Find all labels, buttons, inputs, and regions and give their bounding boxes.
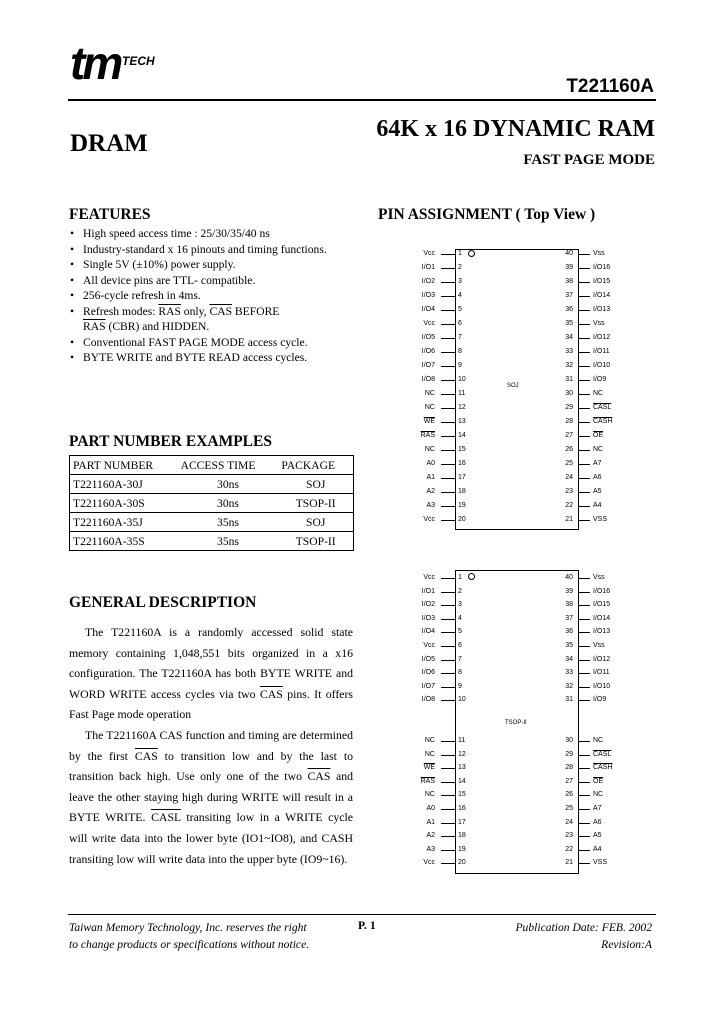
pin-name: I/O13 [593,306,611,313]
pin-name: I/O12 [593,334,611,341]
pin-name: I/O2 [421,278,435,285]
pin-name: CASL [593,404,612,411]
page-title: 64K x 16 DYNAMIC RAM [376,116,655,142]
pin-lead [578,380,590,381]
pin-name: A3 [426,502,435,509]
pin-lead [441,310,455,311]
pin-name: I/O2 [421,601,435,608]
table-row: T221160A-35S 35ns TSOP-II [70,532,354,551]
pin-name: A6 [593,819,602,826]
pin-number: 35 [565,320,573,327]
pin-lead [441,254,455,255]
pin-number: 17 [458,819,466,826]
pin-lead [441,850,455,851]
pin-number: 9 [458,362,462,369]
pin-lead [441,478,455,479]
pin-number: 5 [458,306,462,313]
pin-lead [441,450,455,451]
pin-name: I/O11 [593,669,610,676]
pin-lead [441,492,455,493]
pin-name: I/O10 [593,362,611,369]
pin-lead [578,673,590,674]
pin-lead [441,352,455,353]
pin-name: A0 [426,805,435,812]
pin-name: Vcc [423,642,435,649]
pin-number: 30 [565,390,573,397]
pin-lead [441,436,455,437]
pin-number: 37 [565,292,573,299]
pin-number: 40 [565,574,573,581]
part-number-table [69,455,354,551]
footer-rule [68,914,656,915]
pin-number: 40 [565,250,573,257]
pin-lead [578,450,590,451]
pin-lead [441,592,455,593]
pin-lead [441,605,455,606]
pin-name: A7 [593,805,602,812]
pin-name: Vss [593,250,605,257]
pin-lead [441,700,455,701]
pin-number: 16 [458,460,466,467]
pin-lead [578,408,590,409]
pin-lead [441,422,455,423]
pin-number: 18 [458,832,466,839]
pin-number: 34 [565,656,573,663]
pin-name: NC [424,446,435,453]
pin-name: $\overline{RAS}$ [420,778,435,785]
pin-lead [441,755,455,756]
list-item: • Industry-standard x 16 pinouts and timing functions. [68,242,358,258]
pin-name: NC [424,404,435,411]
tsop-label: TSOP-II [505,720,527,726]
pin-name: A2 [426,832,435,839]
pin-lead [578,809,590,810]
pin-number: 37 [565,615,573,622]
pin-number: 1 [458,250,462,257]
pin-name: I/O7 [421,683,435,690]
pin-number: 22 [565,846,573,853]
pin-number: 23 [565,832,573,839]
pin-number: 30 [565,737,573,744]
pin-name: Vss [593,642,605,649]
pin-lead [441,506,455,507]
soj-label: SOJ [507,383,519,389]
pin-name: I/O11 [593,348,610,355]
pin-name: A7 [593,460,602,467]
part-examples-heading: PART NUMBER EXAMPLES [69,433,272,450]
pin-name: $\overline{RAS}$ [420,432,435,439]
pin-lead [441,619,455,620]
pin-lead [578,506,590,507]
table-header: PART NUMBER [70,456,178,475]
pin-name: I/O12 [593,656,611,663]
pin1-index-mark [468,573,475,580]
pin-name: NC [593,791,604,798]
pin-number: 28 [565,418,573,425]
pin-lead [578,768,590,769]
pin-number: 36 [565,628,573,635]
pin-number: 36 [565,306,573,313]
page-subtitle: FAST PAGE MODE [523,152,655,168]
table-header: PACKAGE [278,456,353,475]
pin-name: I/O15 [593,601,611,608]
pin-number: 39 [565,264,573,271]
pin-name: $\overline{WE}$ [423,418,435,425]
pin-lead [578,782,590,783]
page-number: P. 1 [358,919,376,932]
pin-lead [441,578,455,579]
pin-lead [441,809,455,810]
pin-name: NC [424,737,435,744]
footer-publication: Publication Date: FEB. 2002 Revision:A [515,921,652,951]
pin-lead [441,836,455,837]
pin-name: Vss [593,574,605,581]
pin-number: 24 [565,819,573,826]
pin-number: 1 [458,574,462,581]
pin-lead [441,338,455,339]
pin-name: CASH [593,418,613,425]
pin-name: Vcc [423,516,435,523]
pin-lead [578,578,590,579]
pin-number: 21 [565,516,573,523]
pin-lead [578,823,590,824]
pin-number: 32 [565,683,573,690]
pin-name: A4 [593,502,602,509]
pin-number: 7 [458,334,462,341]
company-logo: tm [70,37,121,89]
pin-number: 28 [565,764,573,771]
pin-number: 22 [565,502,573,509]
pin-lead [578,436,590,437]
pin-name: Vcc [423,574,435,581]
pin-number: 23 [565,488,573,495]
pin-name: $\overline{WE}$ [423,764,435,771]
list-item: • All device pins are TTL- compatible. [68,273,358,289]
pin-number: 24 [565,474,573,481]
pin-name: Vcc [423,859,435,866]
pin-number: 16 [458,805,466,812]
features-list [68,226,358,366]
pin-number: 6 [458,642,462,649]
pin-name: NC [593,446,604,453]
pin-name: I/O16 [593,588,611,595]
general-description-body [69,622,353,869]
pin-name: A5 [593,832,602,839]
pin-number: 10 [458,376,466,383]
pin-number: 34 [565,334,573,341]
pin-name: VSS [593,859,608,866]
list-item: • Conventional FAST PAGE MODE access cycle. [68,335,358,351]
pin-lead [578,254,590,255]
pin-name: NC [424,791,435,798]
pin-number: 20 [458,859,466,866]
pin-number: 11 [458,390,466,397]
pin-name: $\overline{OE}$ [593,778,604,785]
pin-lead [578,795,590,796]
paragraph: The T221160A is a randomly accessed solid state memory containing 1,048,551 bits organized in a x16 configuration. The T221160A has both BYTE WRITE and WORD WRITE access cycles via two $\overline{CAS}$ pins. It offers Fast Page mode operation [69,625,354,722]
pin-number: 12 [458,751,466,758]
pin-lead [441,660,455,661]
pin-name: I/O9 [593,376,607,383]
pin-number: 4 [458,292,462,299]
pin-name: NC [424,390,435,397]
pin-lead [578,492,590,493]
pin-name: I/O3 [421,292,435,299]
pin-lead [578,741,590,742]
pin-lead [578,478,590,479]
pin1-index-mark [468,250,475,257]
pin-number: 11 [458,737,466,744]
pin-lead [441,782,455,783]
pin-name: I/O8 [421,376,435,383]
part-number: T221160A [566,76,654,97]
pin-number: 19 [458,502,466,509]
pin-lead [441,268,455,269]
pin-name: CASH [593,764,613,771]
pin-name: A4 [593,846,602,853]
pin-number: 25 [565,805,573,812]
pin-lead [578,268,590,269]
general-description-heading: GENERAL DESCRIPTION [69,594,257,611]
paragraph: The T221160A CAS function and timing are determined by the first $\overline{CAS}$ to transition low and by the last to transition back high. Use only one of the two $\overline{CAS}$ and leave the other staying high during WRITE will result in a BYTE WRITE. CASL transiting low in a WRITE cycle will write data into the lower byte (IO1~IO8), and CASH transiting low will write data into the upper byte (IO9~16). [69,727,354,866]
footer-disclaimer: Taiwan Memory Technology, Inc. reserves the right to change products or specifications without notice. [69,921,310,951]
pin-number: 10 [458,696,466,703]
pin-lead [578,520,590,521]
pin-name: A1 [426,819,435,826]
pin-name: I/O6 [421,348,435,355]
pin-lead [578,632,590,633]
pin-number: 9 [458,683,462,690]
list-item: • BYTE WRITE and BYTE READ access cycles. [68,350,358,366]
pin-name: I/O13 [593,628,611,635]
pin-lead [578,646,590,647]
pin-lead [441,646,455,647]
pin-number: 3 [458,278,462,285]
pin-name: I/O10 [593,683,611,690]
list-item: • Single 5V (±10%) power supply. [68,257,358,273]
pin-name: I/O16 [593,264,611,271]
pin-name: I/O1 [421,588,435,595]
pin-number: 31 [565,376,573,383]
pin-name: I/O5 [421,334,435,341]
header-rule [68,99,656,101]
pin-number: 39 [565,588,573,595]
pin-lead [441,296,455,297]
pin-lead [441,795,455,796]
pin-number: 19 [458,846,466,853]
pin-number: 29 [565,404,573,411]
pin-number: 5 [458,628,462,635]
pin-name: VSS [593,516,608,523]
table-row: T221160A-30J 30ns SOJ [70,475,354,494]
pin-number: 14 [458,778,466,785]
pin-name: I/O15 [593,278,611,285]
pin-name: CASL [593,751,612,758]
pin-number: 8 [458,348,462,355]
pin-number: 2 [458,264,462,271]
pin-name: Vss [593,320,605,327]
pin-lead [578,755,590,756]
pin-number: 31 [565,696,573,703]
dram-label: DRAM [70,130,148,157]
pin-name: NC [593,737,604,744]
pin-number: 2 [458,588,462,595]
pin-name: NC [593,390,604,397]
pin-lead [578,619,590,620]
pin-lead [578,338,590,339]
list-item: • High speed access time : 25/30/35/40 ns [68,226,358,242]
pin-lead [441,394,455,395]
pin-name: A3 [426,846,435,853]
pin-number: 35 [565,642,573,649]
pin-lead [578,422,590,423]
list-item: • Refresh modes: $\overline{RAS}$ only, $\overline{CAS}$ BEFORE $\overline{RAS}$ (CBR) and HIDDEN. [68,304,358,335]
pin-lead [441,380,455,381]
pin-name: A2 [426,488,435,495]
pin-name: I/O8 [421,696,435,703]
pin-lead [441,520,455,521]
pin-number: 3 [458,601,462,608]
pin-name: I/O4 [421,628,435,635]
pin-number: 13 [458,764,466,771]
pin-lead [441,687,455,688]
pin-lead [578,700,590,701]
pin-number: 21 [565,859,573,866]
pin-lead [578,836,590,837]
pin-number: 15 [458,791,466,798]
pin-number: 32 [565,362,573,369]
pin-number: 4 [458,615,462,622]
pin-name: A1 [426,474,435,481]
pin-number: 33 [565,669,573,676]
list-item: • 256-cycle refresh in 4ms. [68,288,358,304]
pin-number: 26 [565,791,573,798]
pin-number: 38 [565,601,573,608]
pin-name: A6 [593,474,602,481]
pin-lead [441,408,455,409]
company-logo-sub: TECH [122,54,155,68]
pin-lead [578,394,590,395]
pin-name: I/O14 [593,292,611,299]
pin-name: I/O9 [593,696,607,703]
pin-number: 27 [565,432,573,439]
pin-number: 6 [458,320,462,327]
pin-number: 7 [458,656,462,663]
pin-name: NC [424,751,435,758]
pin-name: I/O14 [593,615,611,622]
pin-lead [578,282,590,283]
pin-number: 26 [565,446,573,453]
pin-number: 27 [565,778,573,785]
pin-name: Vcc [423,250,435,257]
pin-lead [578,660,590,661]
pin-lead [578,464,590,465]
pin-name: A5 [593,488,602,495]
pin-lead [441,741,455,742]
pin-name: I/O3 [421,615,435,622]
table-header: ACCESS TIME [178,456,279,475]
pin-lead [578,863,590,864]
pin-lead [441,863,455,864]
pin-name: I/O4 [421,306,435,313]
pin-number: 17 [458,474,466,481]
features-heading: FEATURES [69,206,151,223]
pin-name: I/O1 [421,264,435,271]
pin-name: I/O6 [421,669,435,676]
pin-lead [441,324,455,325]
pin-number: 20 [458,516,466,523]
pin-lead [441,464,455,465]
pin-lead [578,310,590,311]
pin-lead [441,673,455,674]
pin-lead [441,632,455,633]
pin-name: $\overline{OE}$ [593,432,604,439]
pin-lead [578,605,590,606]
pin-lead [578,324,590,325]
pin-number: 13 [458,418,466,425]
pin-number: 14 [458,432,466,439]
pin-number: 33 [565,348,573,355]
pin-lead [441,366,455,367]
table-row: T221160A-35J 35ns SOJ [70,513,354,532]
pin-assignment-heading: PIN ASSIGNMENT ( Top View ) [378,206,596,223]
pin-lead [441,823,455,824]
pin-name: I/O5 [421,656,435,663]
pin-lead [578,352,590,353]
pin-name: A0 [426,460,435,467]
pin-lead [441,768,455,769]
pin-number: 18 [458,488,466,495]
pin-number: 15 [458,446,466,453]
pin-lead [578,296,590,297]
pin-number: 12 [458,404,466,411]
pin-number: 8 [458,669,462,676]
pin-lead [578,687,590,688]
pin-name: Vcc [423,320,435,327]
pin-number: 38 [565,278,573,285]
pin-number: 29 [565,751,573,758]
pin-lead [578,592,590,593]
pin-name: I/O7 [421,362,435,369]
table-row: T221160A-30S 30ns TSOP-II [70,494,354,513]
pin-lead [578,850,590,851]
pin-number: 25 [565,460,573,467]
pin-lead [441,282,455,283]
pin-lead [578,366,590,367]
